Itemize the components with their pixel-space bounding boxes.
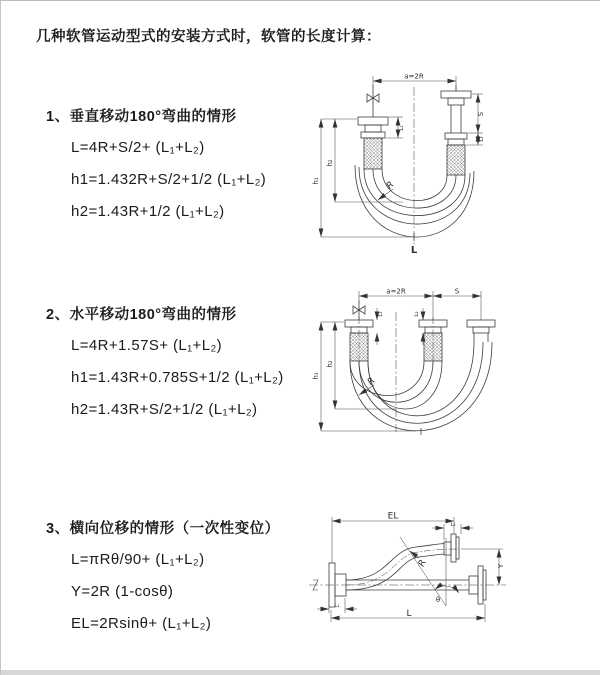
- section-1-formula-h2: h2=1.43R+1/2 (L₁+L₂): [71, 203, 225, 220]
- section-3-heading: 3、横向位移的情形（一次性变位）: [46, 521, 280, 537]
- angle-theta-label: θ: [435, 596, 441, 604]
- radius-label: R: [365, 375, 378, 388]
- section-3: [46, 517, 326, 647]
- section-1-formula-l: L=4R+S/2+ (L₁+L₂): [71, 139, 205, 156]
- section-3-formula-l: L=πRθ/90+ (L₁+L₂): [71, 551, 205, 568]
- dimension-lines: [317, 517, 503, 622]
- dim-label-l2: L₂: [479, 136, 485, 142]
- dim-label-h1: h₁: [312, 177, 320, 185]
- braided-hose-section: [364, 138, 382, 169]
- hose-assembly-drawing: [345, 300, 495, 435]
- section-2: [46, 303, 326, 433]
- dim-label-h2: h₂: [326, 360, 334, 368]
- section-2-formula-h1: h1=1.43R+0.785S+1/2 (L₁+L₂): [71, 369, 284, 386]
- length-label: L: [410, 245, 418, 256]
- braided-hose-section: [350, 333, 368, 361]
- braided-hose-section: [447, 145, 465, 175]
- diagram-vertical-180-bend: [311, 69, 600, 269]
- dim-label-h2: h₂: [326, 159, 334, 167]
- page-title: 几种软管运动型式的安装方式时，软管的长度计算：: [36, 29, 381, 45]
- dim-label-s: S: [477, 111, 485, 117]
- dim-label-l1: L₁: [334, 603, 340, 609]
- section-3-formula-y: Y=2R (1-cosθ): [71, 583, 174, 600]
- dim-label-s: S: [454, 287, 460, 296]
- hose-assembly-drawing: [355, 85, 474, 245]
- section-2-heading: 2、水平移动180°弯曲的情形: [46, 307, 237, 323]
- dim-label-l2: L₂: [414, 311, 420, 317]
- page-bottom-edge: [1, 670, 600, 675]
- diagram-lateral-displacement: [301, 506, 600, 646]
- radius-label: R: [417, 558, 429, 569]
- dim-label-a2r: a=2R: [404, 72, 424, 81]
- dim-label-l2: L₂: [450, 522, 456, 528]
- dim-label-el: EL: [387, 511, 399, 522]
- radius-label: R: [384, 179, 397, 192]
- hose-assembly-drawing: [309, 534, 506, 607]
- dimension-lines: [321, 291, 481, 431]
- section-1: [46, 105, 326, 235]
- length-label: L: [406, 609, 412, 619]
- section-2-formula-h2: h2=1.43R+S/2+1/2 (L₁+L₂): [71, 401, 258, 418]
- section-1-formula-h1: h1=1.432R+S/2+1/2 (L₁+L₂): [71, 171, 267, 188]
- dim-label-y: Y: [497, 563, 505, 569]
- braided-hose-section: [424, 333, 442, 361]
- dim-label-a2r: a=2R: [386, 287, 406, 296]
- dim-label-h1: h₁: [312, 372, 320, 380]
- section-3-formula-el: EL=2Rsinθ+ (L₁+L₂): [71, 615, 212, 632]
- dim-label-l1: L₁: [399, 125, 405, 131]
- section-2-formula-l: L=4R+1.57S+ (L₁+L₂): [71, 337, 223, 354]
- diagram-horizontal-180-bend: [311, 284, 600, 459]
- section-1-heading: 1、垂直移动180°弯曲的情形: [46, 109, 237, 125]
- dim-label-l1: L₁: [378, 311, 384, 317]
